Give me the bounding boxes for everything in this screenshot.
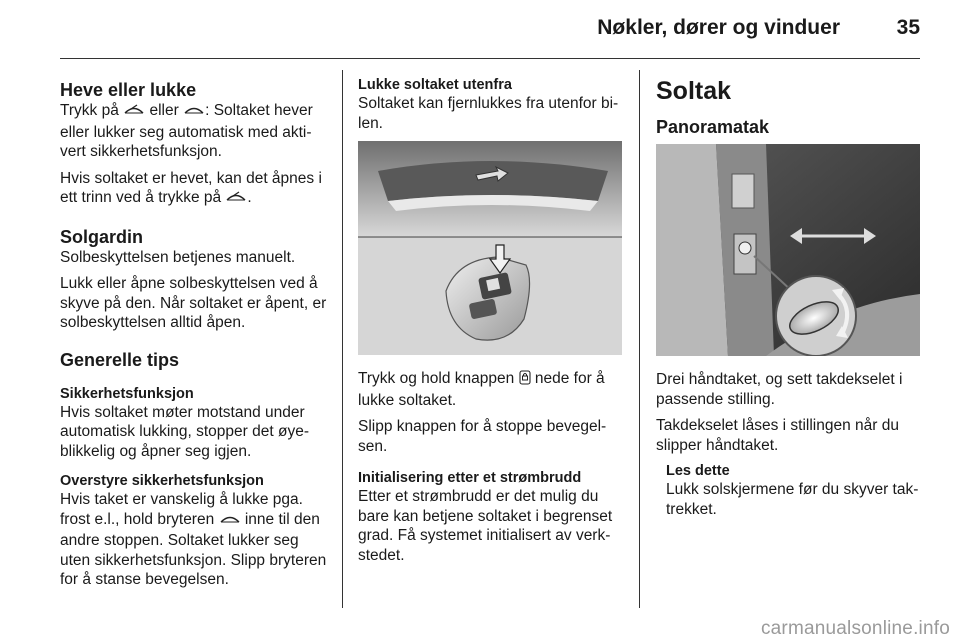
heading-sun-blind: Solgardin [60, 226, 144, 247]
page-header [60, 16, 920, 48]
heading-sunroof: Soltak [656, 77, 732, 105]
column-3 [656, 76, 922, 526]
paragraph-blind-manual: Solbeskyttelsen betjenes manuelt. [60, 248, 296, 266]
text: inne til den andre stoppen. Soltaket lukker seg uten sikkerhetsfunksjon. Slipp bryteren for å stanse bevegelsen. [60, 510, 327, 588]
text: Hvis taket er vanskelig å lukke pga. frost e.l., hold bryteren [60, 491, 303, 528]
text: nede for å lukke soltaket. [358, 370, 605, 409]
paragraph-blind-operate: Lukk eller åpne solbeskyttelsen ved å skyve på den. Når soltaket er åpent, er solbeskyttelsen alltid åpen. [60, 275, 327, 331]
heading-raise-or-close: Heve eller lukke [60, 80, 197, 100]
sunroof-tilt-icon [123, 103, 145, 123]
sunroof-close-icon [219, 512, 241, 532]
paragraph-initialisation: Etter et strømbrudd er det mulig du bare kan betjene soltaket i begrenset grad. Få systemet initialisert av verkstedet. [358, 488, 613, 564]
paragraph-turn-handle: Drei håndtaket, og sett takdekselet i passende stilling. [656, 371, 903, 408]
column-1 [60, 80, 328, 597]
paragraph-open-one-step [60, 169, 328, 210]
text: : Soltaket hever eller lukker seg automatisk med aktivert sikkerhetsfunksjon. [60, 102, 313, 160]
subheading-safety: Sikkerhetsfunksjon [60, 385, 194, 402]
header-title: Nøkler, dører og vinduer [597, 16, 840, 39]
note-text: Lukk solskjermene før du skyver taktrekket. [666, 481, 919, 518]
column-divider-2 [639, 70, 640, 608]
watermark: carmanualsonline.info [760, 618, 950, 639]
paragraph-override [60, 490, 328, 590]
text: . [247, 189, 252, 206]
heading-general-tips: Generelle tips [60, 349, 180, 370]
paragraph-release: Slipp knappen for å stoppe bevegelsen. [358, 418, 607, 455]
paragraph-press-hold [358, 369, 622, 410]
subheading-override: Overstyre sikkerhetsfunksjon [60, 473, 264, 489]
text: Hvis soltaket er hevet, kan det åpnes i ett trinn ved å trykke på [60, 169, 322, 206]
sunroof-close-icon [183, 103, 205, 123]
paragraph-cover-locks: Takdekselet låses i stillingen når du slipper håndtaket. [656, 417, 899, 454]
heading-panorama-roof: Panoramatak [656, 117, 770, 137]
paragraph-raise [60, 101, 328, 162]
paragraph-remote-close: Soltaket kan fjernlukkes fra utenfor bilen. [358, 95, 619, 132]
note-title: Les dette [666, 463, 730, 479]
key-lock-icon [519, 370, 531, 391]
text: eller [145, 102, 184, 119]
text: Trykk og hold knappen [358, 370, 519, 387]
sunroof-tilt-icon [225, 190, 247, 210]
column-divider-1 [342, 70, 343, 608]
panorama-roof-handle-illustration [656, 144, 920, 356]
column-2 [358, 76, 622, 572]
header-rule [60, 58, 920, 59]
paragraph-safety: Hvis soltaket møter motstand under automatisk lukking, stopper det øyeblikkelig og åpner seg igjen. [60, 403, 309, 460]
subheading-initialisation: Initialisering etter et strømbrudd [358, 470, 582, 486]
page-number: 35 [896, 16, 920, 39]
subheading-close-from-outside: Lukke soltaket utenfra [358, 77, 512, 93]
note-box [666, 462, 922, 519]
text: Trykk på [60, 102, 124, 119]
remote-key-sunroof-illustration [358, 141, 622, 355]
